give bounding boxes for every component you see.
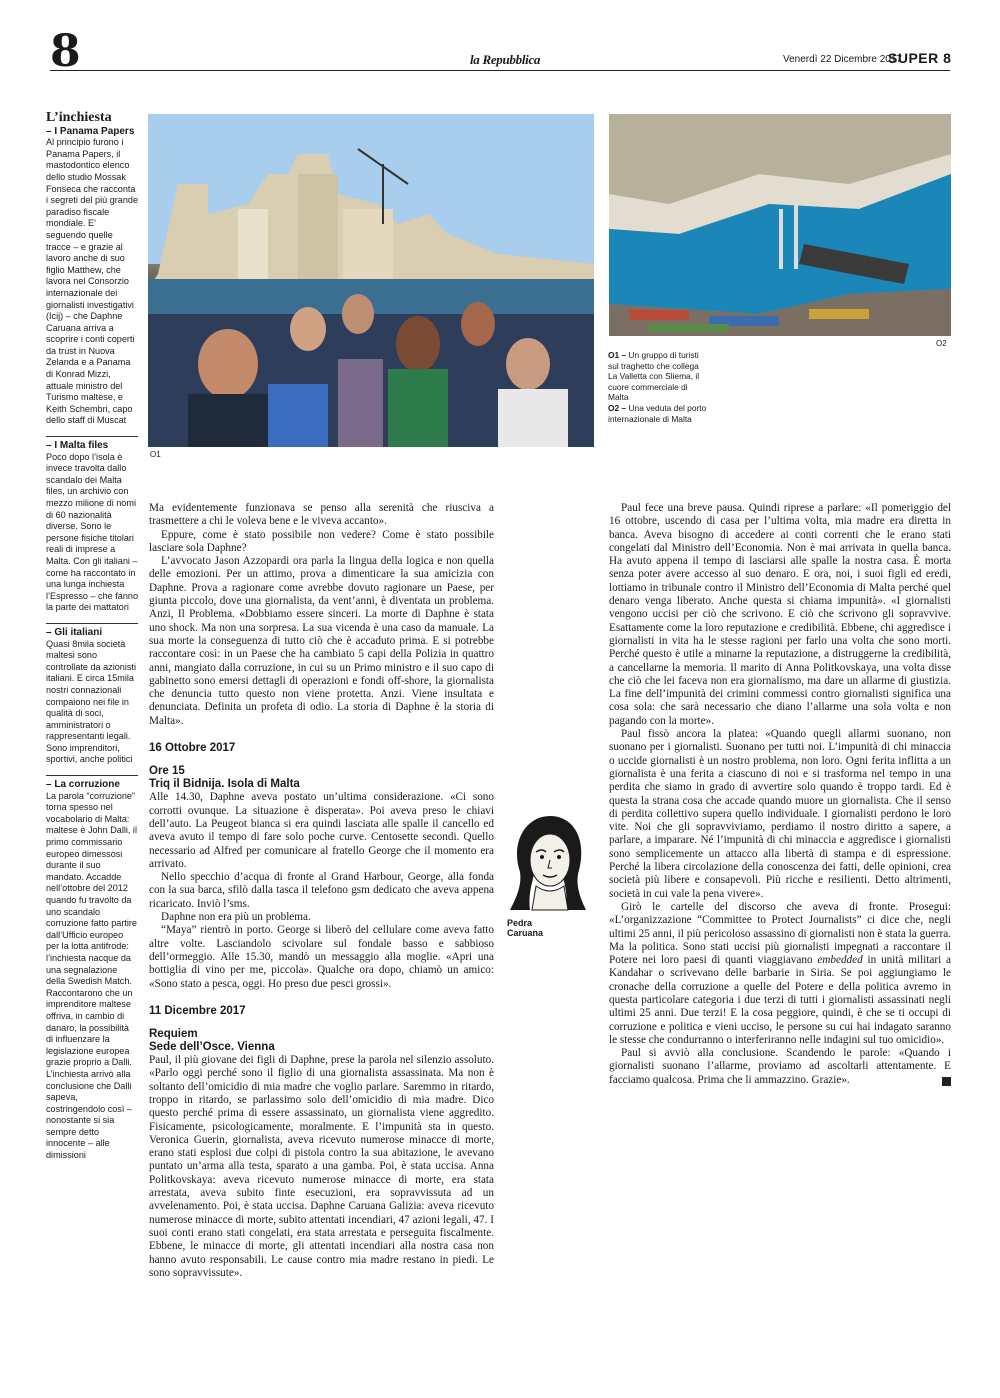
header-rule xyxy=(50,70,950,71)
page-number: 8 xyxy=(50,26,81,77)
sidebar-block-corruzione xyxy=(46,779,138,1162)
sidebar-block-malta-files xyxy=(46,440,138,614)
place-heading: Triq il Bidnija. Isola di Malta xyxy=(149,778,300,791)
article-paragraph: Paul fece una breve pausa. Quindi riprese a parlare: «Il pomeriggio del 16 ottobre, uscendo di casa per l’ultima volta, mia madre era diretta in banca. Aveva bisogno di accedere ai conti correnti che le erano stati congelati dal Ministro dell’Economia. Non è mai arrivata in quella banca. Ha avuto appena il tempo di lasciarsi alle spalle la nostra casa. È morta senza poter avere accesso al suo denaro. E ora, noi, i suoi figli ed eredi, lottiamo in tribunale contro il Ministro dell’Economia di Malta perché quel denaro venga liberato. Anche questa si chiama impunità». «I giornalisti vengono uccisi per ciò che scrivono. E ciò che scrivono gli sopravvive. Esattamente come la loro reputazione e credibilità. Ebbene, chi aggredisce i giornalisti in vita ha le stesse ragioni per farlo una volta che sono morti. Perché questo è utile a minarne la reputazione, a distruggerne la credibilità, a cancellarne la memoria. Il marito di Anna Politkovskaya, una volta disse che ciò che lei faceva non era giornalismo, ma dare un allarme di giustizia. La fine dell’impunità dei crimini commessi contro giornalisti significa una cosa sola: che sarà necessario che diano l’allarme una sola volta e non pagando con la morte». xyxy=(609,502,951,727)
caption-text-1: Un gruppo di turisti sul traghetto che collega La Valletta con Sliema, il cuore commerciale di Malta xyxy=(608,350,700,403)
sidebar-divider xyxy=(46,436,138,437)
photo-port-illustration xyxy=(609,114,951,336)
photo-label-1: O1 xyxy=(150,450,161,459)
article-text: Girò le cartelle del discorso che aveva di fronte. Prosegui: «L’organizzazione “Committee to Protect Journalists” ci dice che, negli ultimi 25 anni, il più pericoloso assassino di giornalisti non è stata la guerra. Ma la politica. Sono stati uccisi più giornalisti impegnati a raccontare il Potere nei loro paesi di quanti viaggiavano xyxy=(609,900,951,967)
caption-number-1: O1 – xyxy=(608,350,627,360)
sidebar-block-text: Quasi 8mila società maltesi sono controllate da azionisti italiani. E circa 15mila nostri connazionali compaiono nei file in qualità di soci, amministratori o rappresentanti legali. Sono imprenditori, sportivi, anche politici xyxy=(46,638,136,765)
photo-ferry-tourists xyxy=(148,114,594,447)
portrait-drawing xyxy=(506,812,590,912)
article-paragraph: Nello specchio d’acqua di fronte al Grand Harbour, George, alla fonda con la sua barca, sfilò dalla tasca il telefono gsm dedicato che aveva appena ricaricato. Inviò l’sms. xyxy=(149,871,494,910)
sidebar-block-italiani xyxy=(46,627,138,766)
sidebar-divider xyxy=(46,775,138,776)
article-paragraph: Eppure, come è stato possibile non vedere? Come è stato possibile lasciare sola Daphne? xyxy=(149,528,494,554)
portrait-name-line: Pedra xyxy=(507,918,533,928)
date-heading: 11 Dicembre 2017 xyxy=(149,1004,246,1017)
sidebar-block-title: – I Panama Papers xyxy=(46,125,135,137)
time-heading: Requiem xyxy=(149,1028,198,1041)
article-text: in unità militari a Kandahar o scrivevano delle barbarie in Siria. Se poi aggiungiamo le cronache della corruzione a quelle del Potere e della politica avremo in questa particolare categoria i due terzi di tutti i giornalisti assassinati negli ultimi 25 anni. Due terzi! E la cosa peggiore, quindi, è che se ti occupi di corruzione e politica e vieni ucciso, le persone su cui hai indagato saranno le stesse che condurranno o interferiranno nelle indagini sul tuo omicidio». xyxy=(609,954,951,1046)
sidebar-block-text: Al principio furono i Panama Papers, il mastodontico elenco dello studio Mossak Fonseca che racconta i segreti del più grande paradiso fiscale mondiale. E’ seguendo quelle tracce – e grazie al lavoro anche di suo figlio Matthew, che lavora nel Consorzio internazionale dei giornalisti investigativi (Icij) – che Daphne Caruana arriva a scoprire i conti coperti da trust in Nuova Zelanda e a Panama di Konrad Mizzi, attuale ministro del Turismo maltese, e Keith Schembri, capo dello staff di Muscat xyxy=(46,137,139,426)
article-text: Paul si avviò alla conclusione. Scandendo le parole: «Quando i giornalisti suonano l’allarme, proviamo ad ascoltarli attentamente. E facciamo qualcosa. Prima che li ammazzino. Grazie». xyxy=(609,1047,951,1086)
portrait-illustration xyxy=(506,812,590,912)
masthead: la Repubblica xyxy=(470,52,541,67)
article-paragraph: Ma evidentemente funzionava se penso alla serenità che riusciva a trasmettere a chi le voleva bene e le viveva accanto». xyxy=(149,502,494,528)
photo-caption xyxy=(608,350,708,424)
sidebar-block-text: Poco dopo l’isola è invece travolta dallo scandalo dei Malta files, un archivio con mezzo milione di nomi di 60 nazionalità diverse. Sono le persone fisiche titolari reali di imprese a Malta. Con gli italiani – come ha raccontato in una lunga inchiesta l’Espresso – che fanno la parte dei mattatori xyxy=(46,451,139,613)
photo-malta-port xyxy=(609,114,951,336)
sidebar-inchiesta xyxy=(46,112,138,1171)
issue-date: Venerdì 22 Dicembre 2017 xyxy=(783,54,902,65)
photo-label-2: O2 xyxy=(936,339,947,348)
article-paragraph: Alle 14.30, Daphne aveva postato un’ultima considerazione. «Ci sono corrotti ovunque. La situazione è disperata». Poi aveva preso le chiavi dell’auto. La Peugeot bianca si era quindi lasciata alle spalle il cancello ed aveva avuto il tempo di fare solo poche curve. Centosette secondi. Quello necessario ad Alfred per comunicare al fratello George che il momento era arrivato. xyxy=(149,791,494,870)
article-column-left xyxy=(149,502,494,1280)
photo-ferry-illustration xyxy=(148,114,594,447)
caption-text-2: Una veduta del porto internazionale di Malta xyxy=(608,402,707,424)
article-paragraph: Paul, il più giovane dei figli di Daphne, prese la parola nel silenzio assoluto. «Parlo oggi perché sono il figlio di una giornalista assassinata. Ma non è soltanto dell’omicidio di mia madre che voglio parlare. Saremmo in ritardo, troppo in ritardo, se parlassimo solo dell’omicidio di mia madre. Dico questo perché prima di essere assassinato, un giornalista viene aggredito. Fisicamente, psicologicamente, moralmente. E l’impunità sta in questo. Veronica Guerin, giornalista, aveva ricevuto numerose minacce di morte, erano stati esplosi due colpi di pistola contro la sua abitazione, le avevano puntato un’arma alla testa, sparato a una gamba. Poi, è stata uccisa. Anna Politkovskaya: aveva ricevuto numerose minacce di morte, era stata arrestata, aveva subito finte esecuzioni, era sopravvissuta ad un avvelenamento. Poi, è stata uccisa. Daphne Caruana Galizia: aveva ricevuto numerose minacce di morte, subito attentati incendiari, 47 azioni legali, 47. I suoi conti erano stati congelati, era stata arrestata e perseguita fiscalmente. Ebbene, le minacce di morte, gli attentati incendiari alla nostra casa non hanno avuto responsabili. Le cause contro mia madre restano in piedi. Le sono sopravvissute». xyxy=(149,1054,494,1279)
end-of-article-mark xyxy=(942,1077,951,1086)
article-paragraph xyxy=(609,901,951,1047)
article-paragraph: Daphne non era più un problema. xyxy=(161,911,311,924)
portrait-name-line: Caruana xyxy=(507,928,544,938)
sidebar-block-panama xyxy=(46,126,138,427)
article-paragraph: Paul fissò ancora la platea: «Quando quegli allarmi suonano, non suonano per i giornalisti. Suonano per tutti noi. L’impunità di chi minaccia o uccide giornalisti è un nostro problema, non loro. Ogni ferita inflitta a un giornalista è una ferita a ciascuno di noi e si trasforma nel tempo in una perdita che siamo in grado di avvertire solo quando è troppo tardi. Ed è questa la strana cosa che accade quando muore un giornalista. Che il senso di perdita collettivo supera quello individuale. I giornalisti perdono le loro vite. Noi che gli sopravviviamo, perdiamo il nostro diritto a sapere, a parlare, a imparare. Né l’impunità di chi minaccia e aggredisce i giornalisti sono semplicemente un attacco alla libertà di stampa e di espressione. Perché la libera circolazione della conoscenza dei fatti, delle opinioni, crea società più libere e consapevoli. Più ricche e resilienti. Detto altrimenti, società in cui vale la pena vivere». xyxy=(609,728,951,900)
section-name: SUPER 8 xyxy=(888,50,952,66)
time-heading: Ore 15 xyxy=(149,765,185,778)
sidebar-block-title: – I Malta files xyxy=(46,440,109,452)
article-paragraph: “Maya” rientrò in porto. George si liberò del cellulare come aveva fatto altre volte. Lasciandolo scivolare sul fondale basso e sabbioso dell’ormeggio. Alle 15.30, mandò un messaggio alla moglie. «Apri una bottiglia di vino per me, piccola». Qualche ora dopo, chiamò un amico: «Sono stato a pesca, oggi. Ho preso due pesci grossi». xyxy=(149,924,494,990)
article-column-right xyxy=(609,502,951,1087)
article-paragraph: L’avvocato Jason Azzopardi ora parla la lingua della logica e non quella delle emozioni. Per un attimo, prova a dimenticare la sua amicizia con Daphne. Prova a ragionare come avrebbe dovuto ragionare un Paese, per giunta piccolo, dove una giornalista, da vent’anni, è diventata un problema. Anzi, Il Problema. «Dobbiamo essere sinceri. La morte di Daphne è stata uno shock. Ma non una sorpresa. La sua vicenda è una caso da manuale. La sua morte la conseguenza di tutto ciò che è accaduto prima. E si potrebbe raccontare così: in un Paese che ha cambiato 5 capi della Polizia in quattro anni, mangiato dalla corruzione, in cui su un Primo ministro e il suo capo di gabinetto sono emersi dettagli di operazioni e fondi off-shore, la giornalista che denuncia tutto questo non viene protetta. Anzi. Viene insultata e denunciata. Definita un profeta di odio. La storia di Daphne è la storia di Malta». xyxy=(149,555,494,727)
caption-number-2: O2 – xyxy=(608,402,627,413)
sidebar-block-title: – Gli italiani xyxy=(46,626,103,638)
article-paragraph xyxy=(609,1047,951,1087)
sidebar-block-title: – La corruzione xyxy=(46,779,120,791)
sidebar-block-text: La parola “corruzione” torna spesso nel vocabolario di Malta: maltese è John Dalli, il primo commissario europeo dimessosi durante il suo mandato. Accadde nell’ottobre del 2012 quando fu travolto da uno scandalo corruzione fatto partire dall’Ufficio europeo per la lotta antifrode: l’inchiesta nacque da una segnalazione della Swedish Match. Raccontarono che un imprenditore maltese offriva, in cambio di danaro, la possibilità di influenzare la legislazione europea grazie proprio a Dalli. L’inchiesta arrivò alla conclusione che Dalli sapeva, costringendolo così – nonostante si sia sempre detto innocente – alle dimissioni xyxy=(46,790,137,1161)
date-heading: 16 Ottobre 2017 xyxy=(149,742,236,755)
place-heading: Sede dell’Osce. Vienna xyxy=(149,1041,275,1054)
portrait-name xyxy=(507,918,543,938)
article-emphasis: embedded xyxy=(817,954,863,967)
sidebar-divider xyxy=(46,623,138,624)
sidebar-heading: L’inchiesta xyxy=(46,110,112,125)
